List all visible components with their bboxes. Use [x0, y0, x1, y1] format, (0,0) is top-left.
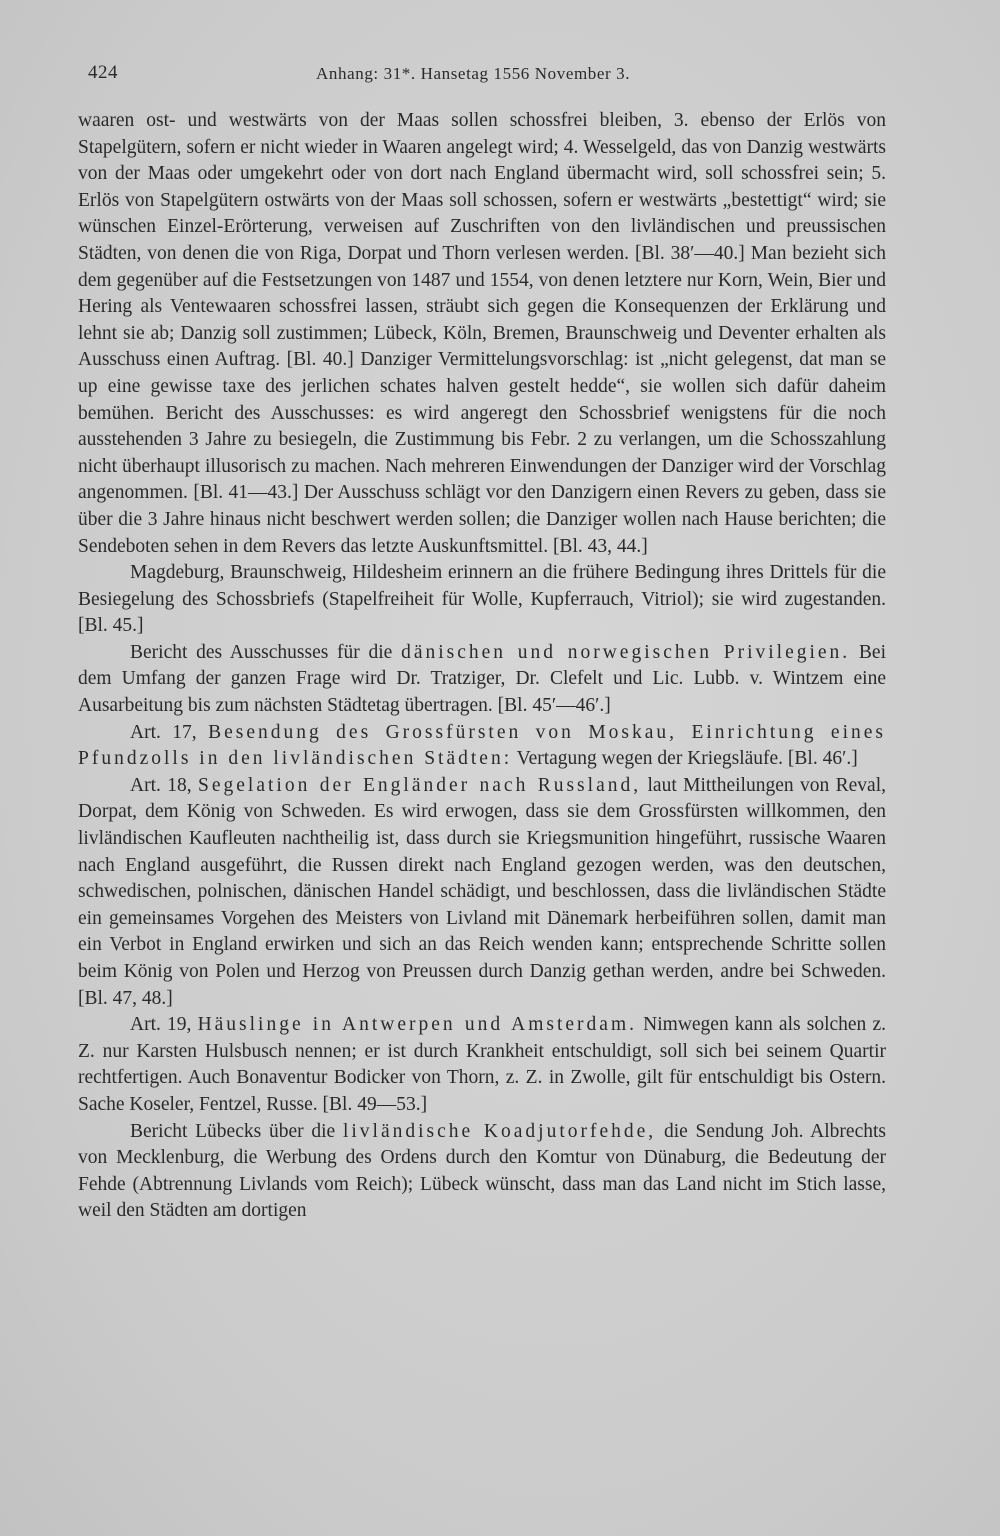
running-head: Anhang: 31*. Hansetag 1556 November 3.: [316, 64, 631, 83]
paragraph: [78, 1119, 886, 1225]
paragraph-text: waaren ost- und westwärts von der Maas sollen schossfrei bleiben, 3. ebenso der Erlös von Stapelgütern, sofern er nicht wieder in Waaren angelegt wird; 4. Wesselgeld, das von Danzig westwärts von der Maas oder umgekehrt oder von dort nach England übermacht wird, soll schossfrei sein; 5. Erlös von Stapelgütern ostwärts von der Maas soll schossen, sofern er westwärts „bestettigt“ wird; sie wünschen Einzel-Erörterung, verweisen auf Zuschriften von den livländischen und preussischen Städten, von denen die von Riga, Dorpat und Thorn verlesen werden. [Bl. 38′—40.] Man bezieht sich dem gegenüber auf die Festsetzungen von 1487 und 1554, von denen letztere nur Korn, Wein, Bier und Hering als Ventewaaren schossfrei lassen, sträubt sich gegen die Konsequenzen der Erklärung und lehnt sie ab; Danzig soll zustimmen; Lübeck, Köln, Bremen, Braunschweig und Deventer erhalten als Ausschuss einen Auftrag. [Bl. 40.] Danziger Vermittelungsvorschlag: ist „nicht gelegenst, dat man se up eine gewisse taxe des jerlichen schates halven gestelt hedde“, sie wollen sich dafür daheim bemühen. Bericht des Ausschusses: es wird angeregt den Schossbrief wenigstens für die noch ausstehenden 3 Jahre zu besiegeln, die Zustimmung bis Febr. 2 zu verlangen, um die Schosszahlung nicht überhaupt illusorisch zu machen. Nach mehreren Einwendungen der Danziger wird der Vorschlag angenommen. [Bl. 41—43.] Der Ausschuss schlägt vor den Danzigern einen Revers zu geben, dass sie über die 3 Jahre hinaus nicht beschwert werden sollen; die Danziger wollen nach Hause berichten; die Sendeboten sehen in dem Revers das letzte Auskunftsmittel. [Bl. 43, 44.]: [78, 110, 886, 557]
paragraph-text: Magdeburg, Braunschweig, Hildesheim erinnern an die frühere Bedingung ihres Drittels für die Besiegelung des Schossbriefs (Stapelfreiheit für Wolle, Kupferrauch, Vitriol); sie wird zugestanden. [Bl. 45.]: [78, 562, 886, 637]
paragraph-text: Art. 18,: [130, 774, 199, 796]
paragraph-text: Bericht Lübecks über die: [130, 1120, 343, 1142]
paragraph-text: laut Mittheilungen von Reval, Dorpat, dem König von Schweden. Es wird erwogen, dass sie dem Grossfürsten willkommen, den livländischen Kaufleuten nachtheilig ist, dass durch sie Kriegsmunition hingeführt, russische Waaren nach England ausgeführt, die Russen direkt nach England gezogen werden, was den deutschen, schwedischen, polnischen, dänischen Handel schädigt, und beschlossen, dass die livländischen Städte ein gemeinsames Vorgehen des Meisters von Livland mit Dänemark herbeiführen sollen, damit man ein Verbot in England erwirken und sich an das Reich wenden kann; entsprechende Schritte sollen beim König von Polen und Herzog von Preussen durch Danzig gethan werden, andre bei Schweden. [Bl. 47, 48.]: [78, 774, 886, 1009]
paragraph-text: Nimwegen kann als solchen z. Z. nur Karsten Hulsbusch nennen; er ist durch Krankheit entschuldigt, soll sich bei seinem Quartir rechtfertigen. Auch Bonaventur Bodicker von Thorn, z. Z. in Zwolle, gilt für entschuldigt bis Ostern. Sache Koseler, Fentzel, Russe. [Bl. 49—53.]: [78, 1014, 886, 1115]
spaced-emphasis-text: Häuslinge in Antwerpen und Amsterdam.: [197, 1014, 637, 1036]
paragraph-text: die Sendung Joh. Albrechts von Mecklenburg, die Werbung des Ordens durch den Komtur von Dünaburg, die Bedeutung der Fehde (Abtrennung Livlands vom Reich); Lübeck wünscht, dass man das Land nicht im Stich lasse, weil den Städten am dortigen: [78, 1120, 886, 1222]
paragraph: [78, 773, 886, 1012]
spaced-emphasis-text: Segelation der Engländer nach Russland,: [198, 774, 642, 796]
page-number: 424: [88, 62, 118, 83]
paragraph: [78, 108, 886, 560]
spaced-emphasis-text: Besendung des Grossfürsten von Moskau, Einrichtung eines Pfundzolls in den livländischen Städten:: [78, 721, 887, 770]
paragraph: [78, 1012, 886, 1118]
paragraph-text: Art. 17,: [130, 721, 209, 743]
paragraph-text: Art. 19,: [130, 1014, 198, 1036]
paragraph: [78, 640, 886, 720]
paragraph: [78, 720, 886, 773]
spaced-emphasis-text: livländische Koadjutorfehde,: [342, 1120, 657, 1142]
body-text: [78, 108, 886, 1225]
paragraph-text: Vertagung wegen der Kriegsläufe. [Bl. 46′.]: [512, 748, 858, 770]
page-header: [88, 62, 888, 88]
paragraph: [78, 560, 886, 640]
paragraph-text: Bei dem Umfang der ganzen Frage wird Dr. Tratziger, Dr. Clefelt und Lic. Lubb. v. Wintzem eine Ausarbeitung bis zum nächsten Städtetag übertragen. [Bl. 45′—46′.]: [78, 641, 886, 717]
paragraph-text: Bericht des Ausschusses für die: [130, 641, 402, 663]
spaced-emphasis-text: dänischen und norwegischen Privilegien.: [401, 641, 851, 663]
